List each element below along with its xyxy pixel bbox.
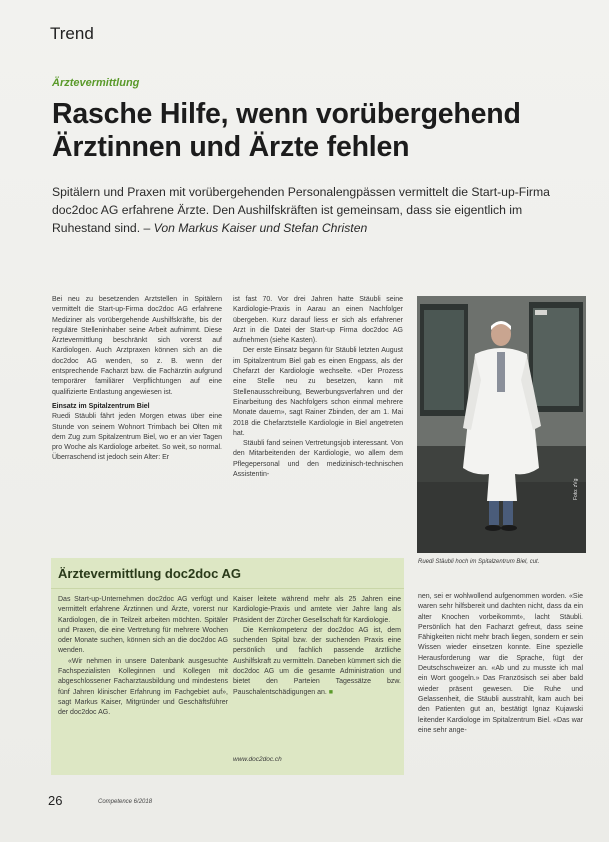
paragraph: Kaiser leitete während mehr als 25 Jahren eine Kardiologie-Praxis und amtete vier Jahre lang als Präsident der Zürcher Gesellschaft für Kardiologie. — [233, 596, 401, 624]
paragraph: ist fast 70. Vor drei Jahren hatte Stäubli seine Kardiologie-Praxis in Aarau an einen Nachfolger übergeben. Kurz darauf liess er sich als erfahrener Arzt in die Datei der Start-up Firma doc2doc AG aufnehmen (siehe Kasten). — [233, 296, 403, 345]
paragraph — [233, 626, 401, 698]
paragraph: Bei neu zu besetzenden Arztstellen in Spitälern vermittelt die Start-up-Firma doc2doc AG erfahrene Mediziner als vorübergehende Aushilfskräfte, bis der reguläre Stelleninhaber seine Arbeit aufnimmt. Diese Ärztevermittlung beschränkt sich vorerst auf Kardiologen. Auch Arztpraxen können sich an die doc2doc AG wenden, so z. B. wenn der entsprechende Facharzt bzw. die Fachärztin aufgrund temporärer familiärer Verpflichtungen auf eine qualifizierte Entlastung angewiesen ist. — [52, 296, 222, 396]
paragraph: Ruedi Stäubli fährt jeden Morgen etwas über eine Stunde von seinem Wohnort Trimbach bei Olten mit dem Zug zum Spitalzentrum Biel, wo er an vier Tagen pro Woche als Kardiologe arbeitet. So weit, so normal. Überraschend ist jedoch sein Alter: Er — [52, 413, 222, 462]
photo-credit: Foto: zVg — [573, 478, 579, 500]
info-box-column-1 — [58, 595, 228, 719]
publication-name: Competence 6/2018 — [98, 799, 153, 805]
subheading: Einsatz im Spitalzentrum Biel — [52, 402, 150, 410]
info-box-title: Ärztevermittlung doc2doc AG — [58, 566, 241, 581]
paragraph: Der erste Einsatz begann für Stäubli letzten August im Spitalzentrum Biel gab es einen Engpass, als der Chefarzt der Kardiologie wechselte. «Der Prozess eine Stelle neu zu besetzen, kann mit Stellenausschreibung, Bewerbungsverfahren und der Einarbeitung des Nachfolgers schon einmal mehrere Monate dauern», sagt Rainer Zbinden, der am 1. Mai 2018 die Chefarztstelle Kardiologie in Biel angetreten hat. — [233, 347, 403, 437]
info-box-column-2 — [233, 595, 401, 698]
doctor-photo-illustration — [417, 296, 586, 553]
section-label: Trend — [50, 24, 94, 43]
paragraph: Das Start-up-Unternehmen doc2doc AG verfügt und vermittelt erfahrene Ärztinnen und Ärzte, vorerst nur Kardiologen, die in Teilzeit arbeiten möchten. Spitäler und Praxen, die eine Vertretung für mehrere Wochen oder Monate suchen, können sich an die doc2doc AG wenden. — [58, 596, 228, 655]
photo-caption: Ruedi Stäubli hoch im Spitalzentrum Biel, cut. — [418, 559, 540, 565]
paragraph: «Wir nehmen in unsere Datenbank ausgesuchte Fachspezialisten Kolleginnen und Kollegen mit abgeschlossener Facharztausbildung und mindestens fünf Jahren klinischer Erfahrung im Fachgebiet auf», sagt Markus Kaiser, Mitgründer und Geschäftsführer der doc2doc AG. — [58, 657, 228, 717]
article-headline: Rasche Hilfe, wenn vorübergehend Ärztinnen und Ärzte fehlen — [52, 98, 521, 163]
article-author: Von Markus Kaiser und Stefan Christen — [153, 221, 368, 235]
lead-text: Spitälern und Praxen mit vorübergehenden Personalengpässen vermittelt die Start-up-Firma doc2doc AG erfahrene Ärzte. Den Aushilfskräften ist gemeinsam, dass sie eigentlich im Ruhestand sind. – — [52, 185, 550, 235]
info-box-divider — [51, 588, 404, 589]
article-lead — [52, 183, 572, 237]
paragraph: nen, sei er wohlwollend aufgenommen worden. «Sie waren sehr hilfsbereit und dachten nicht, dass da ein alter Knochen vorbeikommt», lacht Stäubli. Persönlich hat den Facharzt gefreut, dass seine Fähigkeiten nicht mehr brach liegen, sondern er sein Wissen wieder einsetzen konnte. Eine spezielle Herausforderung war die Sprache, fügt der Deutschschweizer an. «Ab und zu musste ich mal ein Wort googeln.» Das Französisch sei aber bald wieder präsent gewesen. Die Ruhe und Gelassenheit, die Stäubli ausstrahlt, kam auch bei den Patienten gut an, bestätigt Ignaz Kujawski leitender Kardiologe im Spitalzentrum Biel. «Das war eine sehr ange- — [418, 593, 583, 734]
article-column-2 — [233, 295, 403, 480]
end-mark-icon: ■ — [328, 688, 333, 696]
paragraph: Stäubli fand seinen Vertretungsjob interessant. Von den Mitarbeitenden der Kardiologie, wo allem dem Pflegepersonal und den medizinisch-technischen Assistentin- — [233, 440, 403, 479]
article-column-1 — [52, 295, 222, 464]
page-number: 26 — [48, 793, 63, 808]
article-kicker: Ärztevermittlung — [52, 77, 140, 89]
article-column-3 — [418, 592, 583, 736]
doctor-photo — [417, 296, 586, 553]
paragraph-text: Die Kernkompetenz der doc2doc AG ist, dem suchenden Spital bzw. der suchenden Praxis eine persönlich und fachlich passende ärztliche Aushilfskraft zu vermitteln. Daneben kümmert sich die doc2doc AG um die gesamte Administration und bietet den Parteien Tagessätze bzw. Pauschalentschädigungen an. — [233, 626, 401, 696]
website-link[interactable]: www.doc2doc.ch — [233, 756, 282, 763]
